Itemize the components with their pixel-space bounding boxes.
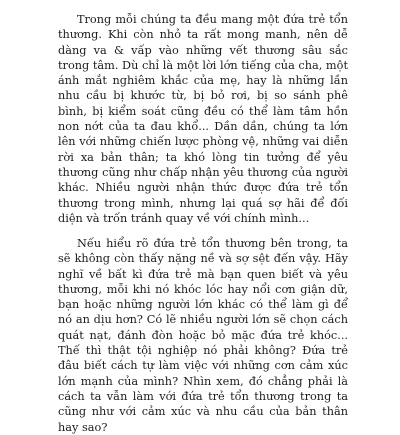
paragraph-2: Nếu hiểu rõ đứa trẻ tổn thương bên trong, ta sẽ không còn thấy nặng nề và sợ sệt đến vậy. Hãy nghĩ về bất kì đứa trẻ mà bạn quen biết và yêu thương, mỗi khi nó khóc lóc hay nổi cơn giận dữ, bạn hoặc những người lớn khác có thể làm gì để nó an dịu hơn? Có lẽ nhiều người lớn sẽ chọn cách quát nạt, đánh đòn hoặc bỏ mặc đứa trẻ khóc... Thế thì thật tội nghiệp nó phải không? Đứa trẻ đâu biết cách tự làm việc với những cơn cảm xúc lớn mạnh của mình? Nhìn xem, đó chẳng phải là cách ta vẫn làm với đứa trẻ tổn thương trong ta cũng như với cảm xúc và nhu cầu của bản thân hay sao? [58, 237, 348, 434]
paragraph-1: Trong mỗi chúng ta đều mang một đứa trẻ tổn thương. Khi còn nhỏ ta rất mong manh, nên dễ dàng va & vấp vào những vết thương sâu sắc trong tâm. Dù chỉ là một lời lớn tiếng của cha, một ánh mắt nghiêm khắc của mẹ, hay là những lần nhu cầu bị khước từ, bị bỏ rơi, bị so sánh phê bình, bị kiểm soát cũng đều có thể làm tâm hồn non nớt của ta đau khổ... Dần dần, chúng ta lớn lên với những chiến lược phòng vệ, những vai diễn rời xa bản thân; ta khó lòng tin tưởng để yêu thương cũng như chấp nhận yêu thương của người khác. Nhiều người nhận thức được đứa trẻ tổn thương trong mình, nhưng lại quá sợ hãi để đối diện và trốn tránh quay về với chính mình... [58, 13, 348, 225]
